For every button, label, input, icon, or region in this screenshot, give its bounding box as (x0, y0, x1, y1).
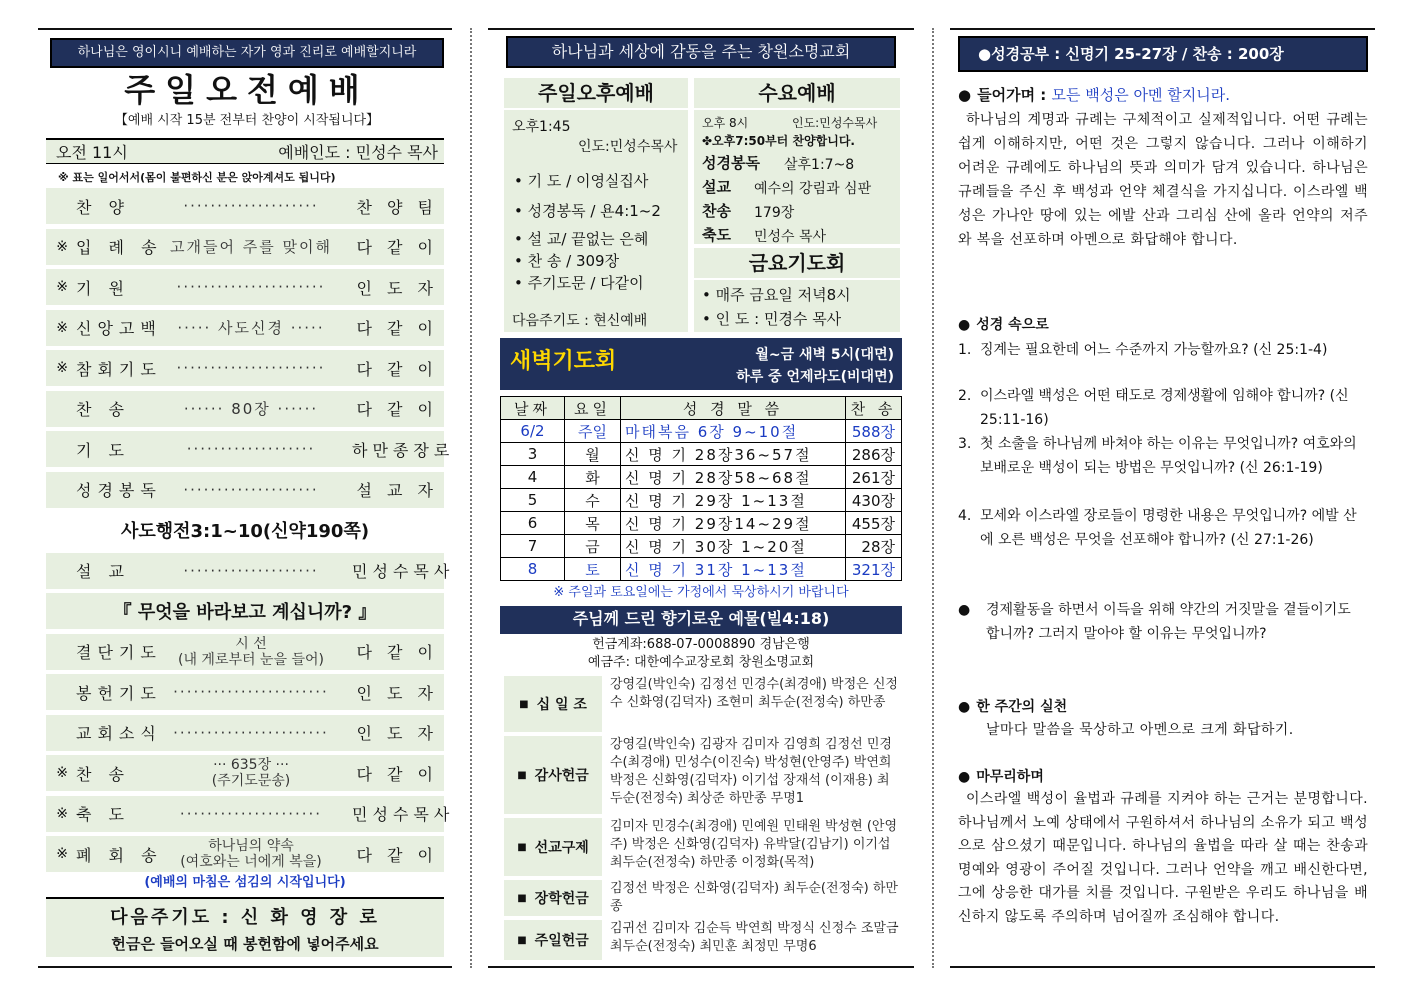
offering-label: 장학헌금 (534, 891, 589, 907)
service-leader: 예배인도 : 민성수 목사 (278, 143, 438, 162)
stand-mark: ※ (56, 805, 68, 822)
order-row (46, 350, 444, 386)
stand-mark: ※ (56, 765, 68, 781)
offering-label-cell (504, 676, 602, 732)
offering-label-cell (504, 736, 602, 814)
afternoon-time: 오후1:45 (512, 119, 571, 135)
table-row (501, 443, 902, 466)
bullet-icon: ● (958, 86, 972, 104)
weekday-cell: 화 (565, 466, 621, 489)
weekday-cell: 주일 (565, 420, 621, 443)
order-detail: 시 선 (내 게로부터 눈을 들어) (178, 635, 324, 668)
order-of-worship-2 (38, 634, 455, 873)
bullet-icon: ● (958, 769, 971, 785)
fold-line-2 (932, 28, 934, 968)
table-row (501, 489, 902, 512)
order-detail: ···················· (183, 197, 319, 215)
order-person: 민성수목사 (352, 562, 455, 581)
table-row (501, 512, 902, 535)
order-row (46, 269, 444, 305)
order-person: 찬 양 팀 (356, 197, 438, 217)
order-row (46, 796, 455, 832)
order-person: 다 같 이 (356, 359, 438, 379)
offering-label-cell (504, 818, 602, 876)
hymn-cell: 430장 (846, 489, 902, 512)
weekday-cell: 토 (565, 558, 621, 581)
next-prayer: 다음주기도 : 신 화 영 장 로 (110, 906, 380, 928)
intro-label: 들어가며 : (977, 86, 1047, 104)
service-time-bar (46, 138, 444, 164)
offering-label: 선교구제 (534, 840, 589, 856)
column-header: 찬 송 (846, 397, 902, 420)
closing-text: 이스라엘 백성이 율법과 규례를 지켜야 하는 근거는 분명합니다. 하나님께서 노예 상태에서 구원하셔서 하나님의 소유가 되고 백성으로 삼으셨기 때문입니다. 하나님의 율법을 따라 살 때는 찬송과 명예와 영광이 주어질 것입니다. 그러나 언약을 깨고 배신한다면, 그에 상응한 대가를 치를 것입니다. 구원받은 우리도 하나님을 배신하지 않도록 주의하며 넘어질까 조심해야 합니다. (958, 791, 1368, 925)
dawn-online: 하루 중 언제라도(비대면) (736, 369, 894, 385)
order-person: 다 같 이 (356, 643, 438, 662)
order-person: 다 같 이 (356, 400, 438, 419)
order-person: 다 같 이 (356, 319, 438, 338)
order-detail: ······················ (176, 359, 326, 377)
offering-title: 주님께 드린 향기로운 예물(빌4:18) (500, 606, 902, 634)
question-number: 1. (958, 342, 972, 358)
offering-row (504, 818, 902, 876)
bible-study-panel (950, 28, 1375, 968)
afternoon-next: 다음주기도 : 현신예배 (512, 313, 648, 329)
intro-heading (958, 84, 1230, 105)
services-panel (488, 28, 914, 968)
wednesday-leader: 인도:민성수목사 (792, 116, 878, 130)
order-row (46, 836, 444, 872)
fold-line-1 (470, 28, 472, 968)
order-person: 인 도 자 (356, 683, 438, 703)
offering-label-cell (504, 880, 602, 916)
extra-question-text: 경제활동을 하면서 이득을 위해 약간의 거짓말을 곁들이기도 합니까? 그러지 말아야 할 이유는 무엇입니까? (986, 602, 1351, 642)
order-name: 설 교 (76, 562, 130, 581)
hymn-cell: 588장 (846, 420, 902, 443)
wednesday-key: 찬송 (702, 202, 731, 220)
scripture-reference: 사도행전3:1~10(신약190쪽) (120, 521, 370, 542)
wednesday-value: 예수의 강림과 심판 (754, 181, 872, 197)
question-text: 징계는 필요한데 어느 수준까지 가능할까요? (신 25:1-4) (980, 342, 1328, 358)
wednesday-title: 수요예배 (694, 78, 900, 108)
schedule-note: ※ 주일과 토요일에는 가정에서 묵상하시기 바랍니다 (553, 585, 849, 600)
donor-names: 강영길(박인숙) 김정선 민경수(최경애) 박정은 신정수 신화영(김덕자) 조현미 최두순(전정숙) 하만종 (610, 677, 898, 710)
order-person: 다 같 이 (356, 845, 438, 865)
dawn-schedule: 월~금 새벽 5시(대면) (755, 347, 894, 363)
verse-cell: 신 명 기 28장58~68절 (621, 466, 846, 489)
order-name: 신앙고백 (76, 319, 162, 338)
reading-schedule-table (500, 396, 902, 581)
order-row (46, 391, 444, 427)
order-row (46, 634, 444, 670)
order-detail: ······················· (173, 683, 329, 701)
order-person: 인 도 자 (356, 724, 438, 743)
weekday-cell: 금 (565, 535, 621, 558)
afternoon-item: • 주기도문 / 다같이 (514, 274, 644, 292)
donor-names: 김미자 민경수(최경애) 민예원 민태원 박성현 (안영주) 박정은 신화영(김덕자) 유박달(김남기) 이기섭 최두순(전정숙) 하만종 이정화(목적) (610, 819, 898, 870)
order-detail: 고개들어 주를 맞이해 (170, 238, 332, 256)
afternoon-item: • 찬 송 / 309장 (514, 252, 620, 270)
stand-mark: ※ (56, 319, 68, 336)
square-bullet-icon: ■ (517, 892, 527, 904)
hymn-cell: 455장 (846, 512, 902, 535)
weekday-cell: 수 (565, 489, 621, 512)
verse-cell: 신 명 기 29장 1~13절 (621, 489, 846, 512)
date-cell: 6 (501, 512, 565, 535)
order-row (46, 674, 444, 710)
order-detail: ··················· (186, 440, 316, 458)
wednesday-time: 오후 8시 (702, 116, 749, 130)
square-bullet-icon: ■ (519, 698, 529, 710)
bullet-icon: ● (958, 602, 971, 618)
square-bullet-icon: ■ (517, 769, 527, 781)
order-row (46, 755, 444, 791)
morning-service-panel (38, 28, 455, 957)
afternoon-leader: 인도:민성수목사 (578, 139, 678, 155)
table-row (501, 420, 902, 443)
date-cell: 5 (501, 489, 565, 512)
question-number: 3. (958, 436, 972, 452)
order-detail: 하나님의 약속 (여호와는 너에게 복을) (180, 838, 322, 870)
wednesday-key: 축도 (702, 226, 731, 244)
stand-mark: ※ (56, 238, 68, 255)
dawn-prayer-header (500, 338, 902, 390)
order-person: 다 같 이 (356, 238, 438, 257)
afternoon-item: • 성경봉독 / 욘4:1~2 (514, 202, 661, 220)
order-detail: ······················· (173, 723, 329, 742)
order-detail: ····················· (179, 804, 323, 823)
account-holder: 예금주: 대한예수교장로회 창원소명교회 (587, 655, 815, 670)
order-name: 기 원 (76, 278, 130, 298)
hymn-cell: 321장 (846, 558, 902, 581)
scripture-banner: 하나님은 영이시니 예배하는 자가 영과 진리로 예배할지니라 (50, 38, 444, 68)
donor-names: 김귀선 김미자 김순득 박연희 박정식 신정수 조말금 최두순(전정숙) 최민훈 최정민 무명6 (610, 921, 899, 954)
table-row (501, 558, 902, 581)
service-time: 오전 11시 (56, 143, 128, 162)
afternoon-item: • 설 교/ 끝없는 은혜 (514, 230, 649, 248)
order-name: 참회기도 (76, 359, 162, 379)
order-name: 봉헌기도 (76, 683, 162, 703)
dawn-title: 새벽기도회 (510, 349, 617, 374)
order-name: 성경봉독 (76, 481, 162, 500)
offering-label: 십 일 조 (536, 697, 587, 713)
table-row (501, 466, 902, 489)
order-name: 교회소식 (76, 724, 162, 743)
closing-label: 마무리하며 (976, 769, 1044, 785)
offering-row (504, 920, 902, 960)
offering-label-cell (504, 920, 602, 960)
order-detail: ····· 사도신경 ····· (177, 319, 325, 337)
weekday-cell: 목 (565, 512, 621, 535)
date-cell: 7 (501, 535, 565, 558)
table-header-row (501, 397, 902, 420)
square-bullet-icon: ■ (517, 841, 527, 853)
hymn-cell: 286장 (846, 443, 902, 466)
closing-note: (예배의 마침은 섬김의 시작입니다) (144, 874, 346, 890)
column-header: 성 경 말 씀 (621, 397, 846, 420)
column-header: 날짜 (501, 397, 565, 420)
friday-item: • 매주 금요일 저녁8시 (702, 286, 851, 304)
order-row (46, 472, 444, 508)
order-person: 하만종장로 (352, 440, 455, 460)
practice-text: 날마다 말씀을 묵상하고 아멘으로 크게 화답하기. (986, 722, 1294, 738)
sermon-title: 『 무엇을 바라보고 계십니까? 』 (46, 593, 444, 629)
friday-title: 금요기도회 (694, 248, 900, 278)
question-item (958, 504, 1368, 552)
order-name: 찬 양 (76, 197, 130, 217)
order-detail: ··· 635장 ··· (주기도문송) (211, 757, 291, 789)
hymn-cell: 28장 (846, 535, 902, 558)
order-row (46, 310, 444, 346)
question-number: 4. (958, 508, 972, 524)
order-name: 기 도 (76, 440, 130, 460)
offering-note: 헌금은 들어오실 때 봉헌함에 넣어주세요 (111, 934, 379, 953)
verse-cell: 마태복음 6장 9~10절 (621, 420, 846, 443)
praise-notice: 【예배 시작 15분 전부터 찬양이 시작됩니다】 (114, 113, 380, 128)
intro-highlight: 모든 백성은 아멘 할지니라. (1051, 86, 1230, 104)
practice-heading (958, 696, 1067, 716)
stand-note: ※ 표는 일어서서(몸이 불편하신 분은 앉아계셔도 됩니다) (58, 171, 336, 184)
extra-question (958, 598, 1368, 646)
order-row (46, 188, 444, 224)
order-detail: ···················· (183, 480, 319, 499)
order-name: 축 도 (76, 805, 130, 824)
question-text: 모세와 이스라엘 장로들이 명령한 내용은 무엇입니까? 에발 산에 오른 백성은 무엇을 선포해야 합니까? (신 27:1-26) (980, 508, 1357, 548)
bottom-rule-col1 (38, 966, 452, 968)
order-detail: ······ 80장 ······ (183, 400, 319, 418)
question-item (958, 384, 1368, 432)
afternoon-item: • 기 도 / 이영실집사 (514, 172, 649, 190)
order-row (46, 229, 444, 265)
order-name: 찬 송 (76, 764, 130, 784)
hymn-cell: 261장 (846, 466, 902, 489)
order-row (46, 431, 455, 467)
order-person: 다 같 이 (356, 764, 438, 784)
offering-row (504, 676, 902, 732)
wednesday-value: 민성수 목사 (754, 229, 827, 245)
order-detail: ···················· (183, 561, 319, 580)
offering-row (504, 736, 902, 814)
order-person: 인 도 자 (356, 278, 438, 298)
friday-item: • 인 도 : 민경수 목사 (702, 310, 842, 328)
stand-mark: ※ (56, 360, 68, 376)
date-cell: 4 (501, 466, 565, 489)
wednesday-value: 살후1:7~8 (784, 157, 855, 173)
order-name: 폐 회 송 (76, 845, 163, 865)
schedule-body (501, 420, 902, 581)
offering-account-block (500, 636, 902, 672)
verse-cell: 신 명 기 30장 1~20절 (621, 535, 846, 558)
date-cell: 6/2 (501, 420, 565, 443)
donor-names: 강영길(박인숙) 김광자 김미자 김영희 김정선 민경수(최경애) 민성수(이진숙) 박성현(안영주) 박연희 박정은 신화영(김덕자) 이기섭 장재석 (이재용) 최두순(전정숙) 최상준 하만종 무명1 (610, 737, 892, 806)
weekday-cell: 월 (565, 443, 621, 466)
question-item (958, 338, 1368, 362)
into-heading (958, 314, 1049, 334)
wednesday-key: 설교 (702, 178, 731, 196)
question-text: 첫 소출을 하나님께 바쳐야 하는 이유는 무엇입니까? 여호와의 보배로운 백성이 되는 방법은 무엇입니까? (신 26:1-19) (980, 436, 1357, 476)
closing-heading (958, 766, 1044, 786)
wednesday-note: ✤오후7:50부터 찬양합니다. (702, 134, 855, 148)
question-number: 2. (958, 388, 972, 404)
order-row (46, 715, 444, 751)
offering-label: 주일헌금 (534, 933, 589, 949)
donor-names: 김정선 박정은 신화영(김덕자) 최두순(전정숙) 하만종 (610, 881, 898, 914)
verse-cell: 신 명 기 29장14~29절 (621, 512, 846, 535)
verse-cell: 신 명 기 28장36~57절 (621, 443, 846, 466)
order-name: 결단기도 (76, 643, 162, 662)
order-of-worship (38, 188, 455, 508)
stand-mark: ※ (56, 846, 68, 862)
offering-label: 감사헌금 (534, 768, 589, 784)
bank-account: 헌금계좌:688-07-0008890 경남은행 (592, 637, 810, 652)
order-person: 민성수목사 (352, 805, 455, 824)
page-title: 주일오전예배 (124, 71, 370, 109)
bullet-icon: ● (958, 317, 971, 333)
wednesday-value: 179장 (754, 205, 795, 221)
date-cell: 8 (501, 558, 565, 581)
order-name: 찬 송 (76, 400, 130, 419)
wednesday-key: 성경봉독 (702, 154, 760, 172)
church-banner: 하나님과 세상에 감동을 주는 창원소명교회 (506, 36, 896, 68)
offering-row (504, 880, 902, 916)
footer-box (46, 897, 444, 957)
intro-text: 하나님의 계명과 규례는 구체적이고 실제적입니다. 어떤 규례는 쉽게 이해하지만, 어떤 것은 그렇지 않습니다. 그러나 이해하기 어려운 규례에도 하나님의 뜻과 의미가 담겨 있습니다. 하나님은 규례들을 주신 후 백성과 언약 체결식을 가지십니다. 이스라엘 백성은 가나안 땅에 있는 에발 산과 그리심 산에 올라 언약의 저주와 복을 선포하며 아멘으로 화답해야 합니다. (958, 112, 1368, 248)
into-label: 성경 속으로 (976, 317, 1049, 333)
order-person: 설 교 자 (356, 481, 438, 500)
order-name: 입 례 송 (76, 238, 163, 257)
stand-mark: ※ (56, 279, 68, 295)
question-text: 이스라엘 백성은 어떤 태도로 경제생활에 임해야 합니까? (신 25:11-16) (980, 388, 1349, 428)
column-header: 요일 (565, 397, 621, 420)
question-item (958, 432, 1368, 480)
table-row (501, 535, 902, 558)
afternoon-title: 주일오후예배 (504, 78, 688, 108)
verse-cell: 신 명 기 31장 1~13절 (621, 558, 846, 581)
square-bullet-icon: ■ (517, 934, 527, 946)
date-cell: 3 (501, 443, 565, 466)
order-detail: ······················ (176, 278, 326, 296)
practice-label: 한 주간의 실천 (976, 699, 1068, 715)
study-banner: ●성경공부 : 신명기 25-27장 / 찬송 : 200장 (958, 36, 1368, 72)
order-row-sermon (46, 553, 455, 589)
bullet-icon: ● (958, 699, 971, 715)
